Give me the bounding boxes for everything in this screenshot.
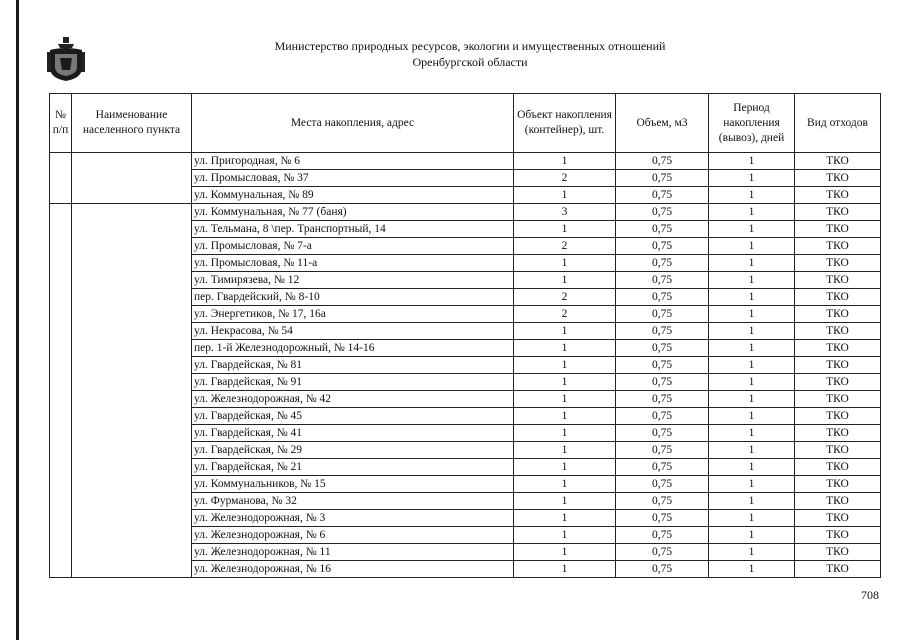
volume-cell: 0,75 — [616, 510, 709, 527]
address-cell: ул. Гвардейская, № 21 — [192, 459, 514, 476]
address-cell: пер. 1-й Железнодорожный, № 14-16 — [192, 340, 514, 357]
volume-cell: 0,75 — [616, 544, 709, 561]
period-cell: 1 — [709, 459, 795, 476]
address-cell: ул. Фурманова, № 32 — [192, 493, 514, 510]
containers-cell: 1 — [514, 340, 616, 357]
volume-cell: 0,75 — [616, 425, 709, 442]
period-cell: 1 — [709, 493, 795, 510]
waste-type-cell: ТКО — [795, 408, 881, 425]
containers-cell: 1 — [514, 391, 616, 408]
volume-cell: 0,75 — [616, 527, 709, 544]
containers-cell: 1 — [514, 442, 616, 459]
period-cell: 1 — [709, 221, 795, 238]
volume-cell: 0,75 — [616, 153, 709, 170]
address-cell: ул. Гвардейская, № 29 — [192, 442, 514, 459]
volume-cell: 0,75 — [616, 408, 709, 425]
address-cell: ул. Железнодорожная, № 42 — [192, 391, 514, 408]
waste-type-cell: ТКО — [795, 527, 881, 544]
containers-cell: 1 — [514, 221, 616, 238]
address-cell: ул. Гвардейская, № 41 — [192, 425, 514, 442]
table-body — [50, 153, 881, 578]
waste-type-cell: ТКО — [795, 544, 881, 561]
col-header-period: Период накопления (вывоз), дней — [709, 94, 795, 153]
page-number: 708 — [861, 588, 879, 602]
period-cell: 1 — [709, 527, 795, 544]
address-cell: ул. Железнодорожная, № 11 — [192, 544, 514, 561]
col-header-num: № п/п — [50, 94, 72, 153]
waste-type-cell: ТКО — [795, 272, 881, 289]
table-row — [50, 204, 881, 221]
volume-cell: 0,75 — [616, 442, 709, 459]
containers-cell: 1 — [514, 323, 616, 340]
table-header-row — [50, 94, 881, 153]
waste-type-cell: ТКО — [795, 357, 881, 374]
waste-type-cell: ТКО — [795, 289, 881, 306]
volume-cell: 0,75 — [616, 204, 709, 221]
waste-type-cell: ТКО — [795, 510, 881, 527]
period-cell: 1 — [709, 442, 795, 459]
period-cell: 1 — [709, 357, 795, 374]
period-cell: 1 — [709, 323, 795, 340]
period-cell: 1 — [709, 408, 795, 425]
volume-cell: 0,75 — [616, 374, 709, 391]
period-cell: 1 — [709, 306, 795, 323]
settlement-cell — [72, 153, 192, 204]
containers-cell: 1 — [514, 408, 616, 425]
waste-type-cell: ТКО — [795, 340, 881, 357]
volume-cell: 0,75 — [616, 221, 709, 238]
containers-cell: 1 — [514, 561, 616, 578]
volume-cell: 0,75 — [616, 340, 709, 357]
address-cell: ул. Энергетиков, № 17, 16а — [192, 306, 514, 323]
col-header-waste-type: Вид отходов — [795, 94, 881, 153]
coat-of-arms-icon — [46, 36, 86, 82]
containers-cell: 1 — [514, 357, 616, 374]
containers-cell: 1 — [514, 493, 616, 510]
waste-type-cell: ТКО — [795, 442, 881, 459]
address-cell: ул. Промысловая, № 11-а — [192, 255, 514, 272]
volume-cell: 0,75 — [616, 187, 709, 204]
waste-type-cell: ТКО — [795, 221, 881, 238]
waste-type-cell: ТКО — [795, 391, 881, 408]
volume-cell: 0,75 — [616, 289, 709, 306]
waste-type-cell: ТКО — [795, 238, 881, 255]
col-header-containers: Объект накопления (контейнер), шт. — [514, 94, 616, 153]
table-row — [50, 153, 881, 170]
row-number-cell — [50, 204, 72, 578]
period-cell: 1 — [709, 425, 795, 442]
period-cell: 1 — [709, 476, 795, 493]
period-cell: 1 — [709, 187, 795, 204]
waste-type-cell: ТКО — [795, 255, 881, 272]
period-cell: 1 — [709, 255, 795, 272]
volume-cell: 0,75 — [616, 493, 709, 510]
containers-cell: 1 — [514, 425, 616, 442]
volume-cell: 0,75 — [616, 323, 709, 340]
volume-cell: 0,75 — [616, 561, 709, 578]
containers-cell: 1 — [514, 374, 616, 391]
containers-cell: 2 — [514, 289, 616, 306]
address-cell: ул. Железнодорожная, № 16 — [192, 561, 514, 578]
ministry-header — [230, 38, 710, 70]
row-number-cell — [50, 153, 72, 204]
address-cell: ул. Промысловая, № 7-а — [192, 238, 514, 255]
volume-cell: 0,75 — [616, 459, 709, 476]
period-cell: 1 — [709, 272, 795, 289]
containers-cell: 1 — [514, 510, 616, 527]
containers-cell: 2 — [514, 170, 616, 187]
waste-sites-table — [49, 93, 881, 578]
address-cell: ул. Пригородная, № 6 — [192, 153, 514, 170]
volume-cell: 0,75 — [616, 272, 709, 289]
waste-type-cell: ТКО — [795, 561, 881, 578]
waste-type-cell: ТКО — [795, 374, 881, 391]
period-cell: 1 — [709, 238, 795, 255]
waste-type-cell: ТКО — [795, 323, 881, 340]
period-cell: 1 — [709, 170, 795, 187]
containers-cell: 2 — [514, 306, 616, 323]
containers-cell: 1 — [514, 459, 616, 476]
period-cell: 1 — [709, 153, 795, 170]
header-line-1: Министерство природных ресурсов, экологии и имущественных отношений — [274, 39, 666, 53]
address-cell: ул. Некрасова, № 54 — [192, 323, 514, 340]
period-cell: 1 — [709, 391, 795, 408]
period-cell: 1 — [709, 289, 795, 306]
address-cell: ул. Тимирязева, № 12 — [192, 272, 514, 289]
waste-type-cell: ТКО — [795, 493, 881, 510]
containers-cell: 3 — [514, 204, 616, 221]
period-cell: 1 — [709, 510, 795, 527]
volume-cell: 0,75 — [616, 306, 709, 323]
header-line-2: Оренбургской области — [412, 55, 528, 69]
settlement-cell — [72, 204, 192, 578]
volume-cell: 0,75 — [616, 238, 709, 255]
volume-cell: 0,75 — [616, 170, 709, 187]
containers-cell: 1 — [514, 544, 616, 561]
address-cell: ул. Тельмана, 8 \пер. Транспортный, 14 — [192, 221, 514, 238]
address-cell: ул. Железнодорожная, № 3 — [192, 510, 514, 527]
address-cell: ул. Железнодорожная, № 6 — [192, 527, 514, 544]
waste-type-cell: ТКО — [795, 425, 881, 442]
waste-type-cell: ТКО — [795, 153, 881, 170]
containers-cell: 1 — [514, 153, 616, 170]
address-cell: ул. Коммунальная, № 77 (баня) — [192, 204, 514, 221]
scan-border-line — [16, 0, 19, 640]
waste-type-cell: ТКО — [795, 459, 881, 476]
containers-cell: 2 — [514, 238, 616, 255]
waste-type-cell: ТКО — [795, 187, 881, 204]
address-cell: ул. Гвардейская, № 45 — [192, 408, 514, 425]
volume-cell: 0,75 — [616, 391, 709, 408]
address-cell: ул. Гвардейская, № 81 — [192, 357, 514, 374]
address-cell: ул. Коммунальная, № 89 — [192, 187, 514, 204]
period-cell: 1 — [709, 204, 795, 221]
col-header-address: Места накопления, адрес — [192, 94, 514, 153]
containers-cell: 1 — [514, 255, 616, 272]
period-cell: 1 — [709, 561, 795, 578]
volume-cell: 0,75 — [616, 357, 709, 374]
volume-cell: 0,75 — [616, 255, 709, 272]
volume-cell: 0,75 — [616, 476, 709, 493]
containers-cell: 1 — [514, 187, 616, 204]
address-cell: ул. Коммунальников, № 15 — [192, 476, 514, 493]
address-cell: пер. Гвардейский, № 8-10 — [192, 289, 514, 306]
waste-type-cell: ТКО — [795, 476, 881, 493]
waste-type-cell: ТКО — [795, 204, 881, 221]
period-cell: 1 — [709, 544, 795, 561]
containers-cell: 1 — [514, 272, 616, 289]
address-cell: ул. Гвардейская, № 91 — [192, 374, 514, 391]
containers-cell: 1 — [514, 527, 616, 544]
col-header-settlement: Наименование населенного пункта — [72, 94, 192, 153]
containers-cell: 1 — [514, 476, 616, 493]
waste-type-cell: ТКО — [795, 170, 881, 187]
col-header-volume: Объем, м3 — [616, 94, 709, 153]
period-cell: 1 — [709, 340, 795, 357]
period-cell: 1 — [709, 374, 795, 391]
waste-type-cell: ТКО — [795, 306, 881, 323]
address-cell: ул. Промысловая, № 37 — [192, 170, 514, 187]
